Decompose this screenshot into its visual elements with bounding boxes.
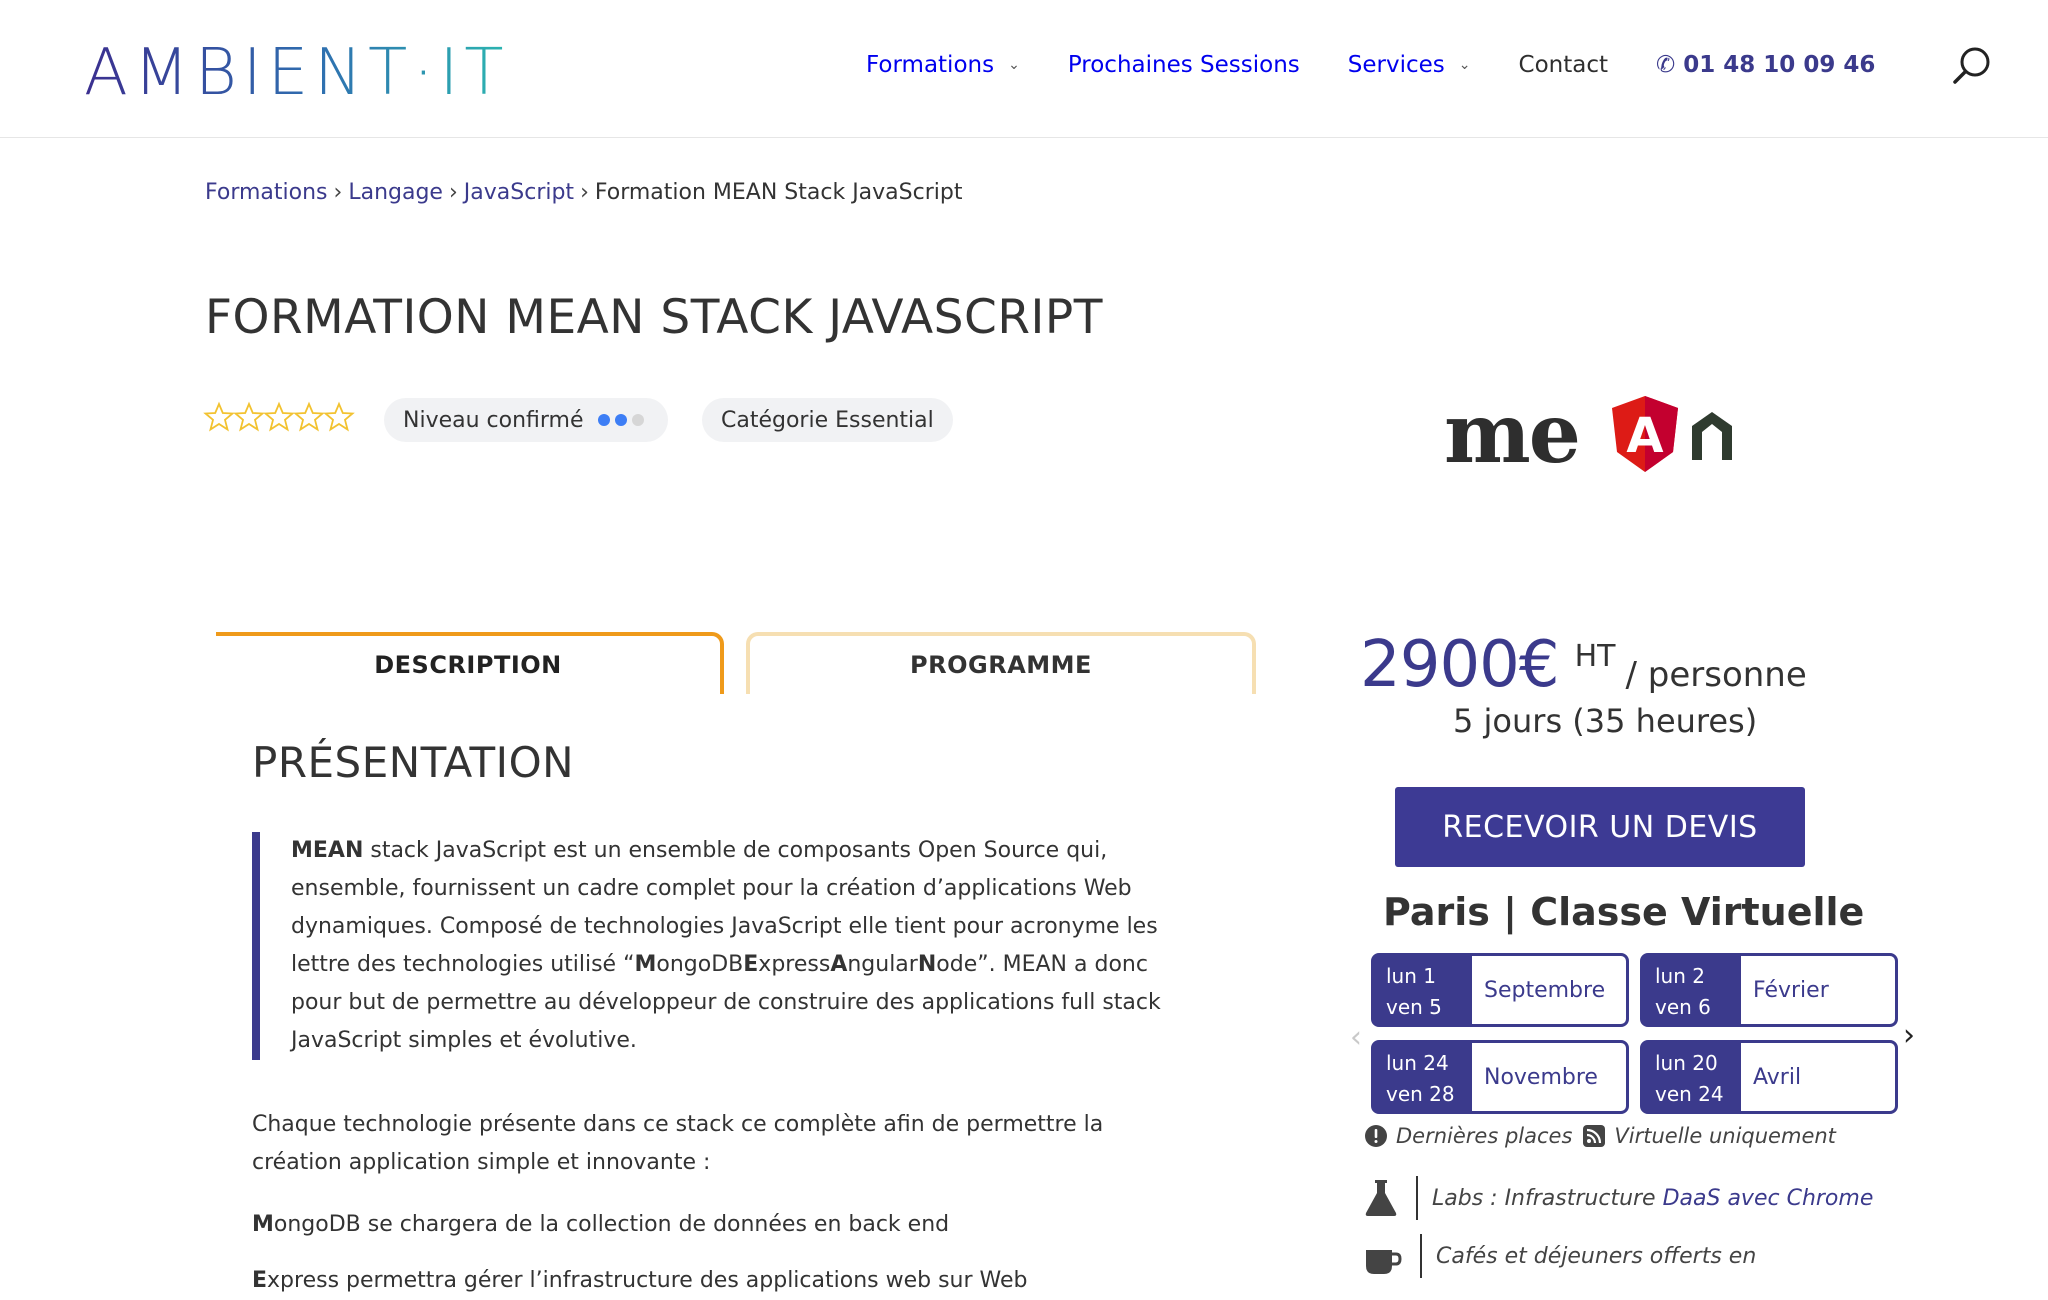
labs-info	[1364, 1176, 1873, 1220]
mean-stack-logo	[1440, 386, 1760, 482]
breadcrumb	[205, 180, 962, 205]
nav-label: Services	[1347, 52, 1445, 78]
session-start: lun 24	[1386, 1051, 1449, 1075]
session-legend	[1364, 1124, 1836, 1148]
session-dates	[1374, 956, 1472, 1024]
session-start: lun 2	[1655, 964, 1705, 988]
session-card[interactable]	[1640, 953, 1898, 1027]
acronym-letter: N	[917, 952, 937, 977]
level-badge	[384, 398, 668, 442]
svg-text:AMBIENT·IT: AMBIENT·IT	[84, 36, 510, 110]
acronym-rest: ode	[936, 952, 978, 977]
chevron-down-icon: ⌄	[1458, 57, 1471, 73]
session-location: Paris | Classe Virtuelle	[1383, 890, 1865, 934]
session-month: Septembre	[1484, 977, 1606, 1003]
session-end: ven 6	[1655, 995, 1711, 1019]
breadcrumb-separator: ›	[333, 180, 343, 205]
breadcrumb-formations[interactable]: Formations	[205, 180, 328, 205]
quote-text: ”. MEAN a donc pour but de permettre au développeur de construire des applications full stack JavaScript simples et évolutive.	[291, 952, 1161, 1053]
search-icon[interactable]	[1950, 44, 1994, 88]
nav-prochaines-sessions[interactable]	[1068, 52, 1300, 78]
star-outline-icon	[234, 402, 264, 432]
session-end: ven 28	[1386, 1082, 1455, 1106]
level-label: Niveau confirmé	[403, 407, 584, 433]
breadcrumb-separator: ›	[448, 180, 458, 205]
chevron-down-icon: ⌄	[1008, 57, 1020, 73]
price-unit: / personne	[1625, 655, 1807, 695]
level-dot-1	[598, 414, 610, 426]
breadcrumb-javascript[interactable]: JavaScript	[463, 180, 575, 205]
session-start: lun 20	[1655, 1051, 1718, 1075]
phone-link[interactable]: ✆ 01 48 10 09 46	[1656, 52, 1876, 78]
quote-bold: MEAN	[291, 838, 364, 863]
session-month: Avril	[1753, 1064, 1802, 1090]
nav-services[interactable]	[1348, 52, 1471, 78]
labs-label: Labs : Infrastructure	[1432, 1185, 1663, 1211]
star-outline-icon	[324, 402, 354, 432]
ambient-it-logo[interactable]	[84, 36, 510, 110]
site-header	[0, 0, 2048, 138]
svg-text:me: me	[1444, 386, 1579, 482]
price-amount: 2900€	[1360, 628, 1559, 702]
star-outline-icon	[264, 402, 294, 432]
nav-formations[interactable]	[866, 52, 1020, 78]
acronym-rest: xpress	[758, 952, 831, 977]
breadcrumb-langage[interactable]: Langage	[348, 180, 443, 205]
nav-label: Prochaines Sessions	[1067, 52, 1300, 78]
category-badge: Catégorie Essential	[702, 398, 953, 442]
legend-virtual-only: Virtuelle uniquement	[1614, 1124, 1836, 1148]
acronym-rest: ongoDB	[656, 952, 744, 977]
section-title: PRÉSENTATION	[252, 738, 575, 787]
nav-label: Formations	[866, 52, 995, 78]
legend-last-places: Dernières places	[1396, 1124, 1573, 1148]
level-dot-2	[615, 414, 627, 426]
cafe-info	[1364, 1234, 1756, 1278]
session-dates	[1374, 1043, 1472, 1111]
star-outline-icon	[204, 402, 234, 432]
session-end: ven 5	[1386, 995, 1442, 1019]
quote-text: stack JavaScript est un ensemble de composants Open Source qui, ensemble, fournissent un cadre complet pour la création d’applications Web dynamiques. Composé de technologies JavaScript elle tient pour acronyme les lettre des technologies utilisé “	[291, 838, 1158, 977]
session-month: Novembre	[1484, 1064, 1598, 1090]
session-end: ven 24	[1655, 1082, 1724, 1106]
paragraph-text: ongoDB se chargera de la collection de données en back end	[273, 1212, 950, 1237]
acronym-rest: ngular	[847, 952, 918, 977]
session-card[interactable]	[1640, 1040, 1898, 1114]
acronym-letter: E	[743, 952, 759, 977]
nav-contact[interactable]	[1519, 52, 1608, 78]
flask-icon	[1364, 1178, 1398, 1218]
paragraph	[252, 1262, 1172, 1300]
paragraph	[252, 1206, 1172, 1244]
cafe-text: Cafés et déjeuners offerts en	[1436, 1243, 1757, 1269]
request-quote-button[interactable]: RECEVOIR UN DEVIS	[1395, 787, 1805, 867]
presentation-quote	[252, 832, 1192, 1060]
session-card[interactable]	[1371, 1040, 1629, 1114]
acronym-letter: M	[252, 1212, 274, 1237]
level-indicator	[598, 414, 649, 426]
main-nav	[866, 52, 1875, 78]
price-tax: HT	[1574, 639, 1616, 674]
session-start: lun 1	[1386, 964, 1436, 988]
acronym-letter: E	[252, 1268, 268, 1293]
rss-icon	[1582, 1124, 1606, 1148]
duration: 5 jours (35 heures)	[1453, 702, 1758, 740]
rating-stars[interactable]	[204, 402, 354, 432]
breadcrumb-separator: ›	[580, 180, 589, 205]
nav-label: Contact	[1518, 52, 1608, 78]
price	[1360, 628, 1807, 702]
session-month: Février	[1753, 977, 1829, 1003]
session-card[interactable]	[1371, 953, 1629, 1027]
labs-link[interactable]: DaaS avec Chrome	[1662, 1185, 1874, 1211]
divider	[1420, 1234, 1422, 1278]
paragraph: Chaque technologie présente dans ce stack ce complète afin de permettre la création application simple et innovante :	[252, 1112, 1104, 1175]
svg-text:A: A	[1626, 408, 1664, 464]
session-dates	[1643, 956, 1741, 1024]
labs-text	[1432, 1186, 1873, 1211]
acronym-letter: M	[634, 952, 657, 977]
session-dates	[1643, 1043, 1741, 1111]
breadcrumb-current: Formation MEAN Stack JavaScript	[594, 180, 963, 205]
tab-description[interactable]: DESCRIPTION	[216, 632, 724, 694]
tab-programme[interactable]: PROGRAMME	[746, 632, 1256, 694]
star-outline-icon	[294, 402, 324, 432]
acronym-letter: A	[830, 952, 848, 977]
page-title: FORMATION MEAN STACK JAVASCRIPT	[205, 290, 1103, 345]
divider	[1416, 1176, 1418, 1220]
coffee-cup-icon	[1364, 1236, 1402, 1276]
chevron-left-icon[interactable]: ‹	[1350, 1020, 1362, 1055]
level-dot-3	[632, 414, 644, 426]
alert-icon	[1364, 1124, 1388, 1148]
chevron-right-icon[interactable]: ›	[1903, 1018, 1915, 1053]
paragraph-text: xpress permettra gérer l’infrastructure des applications web sur Web	[267, 1268, 1028, 1293]
